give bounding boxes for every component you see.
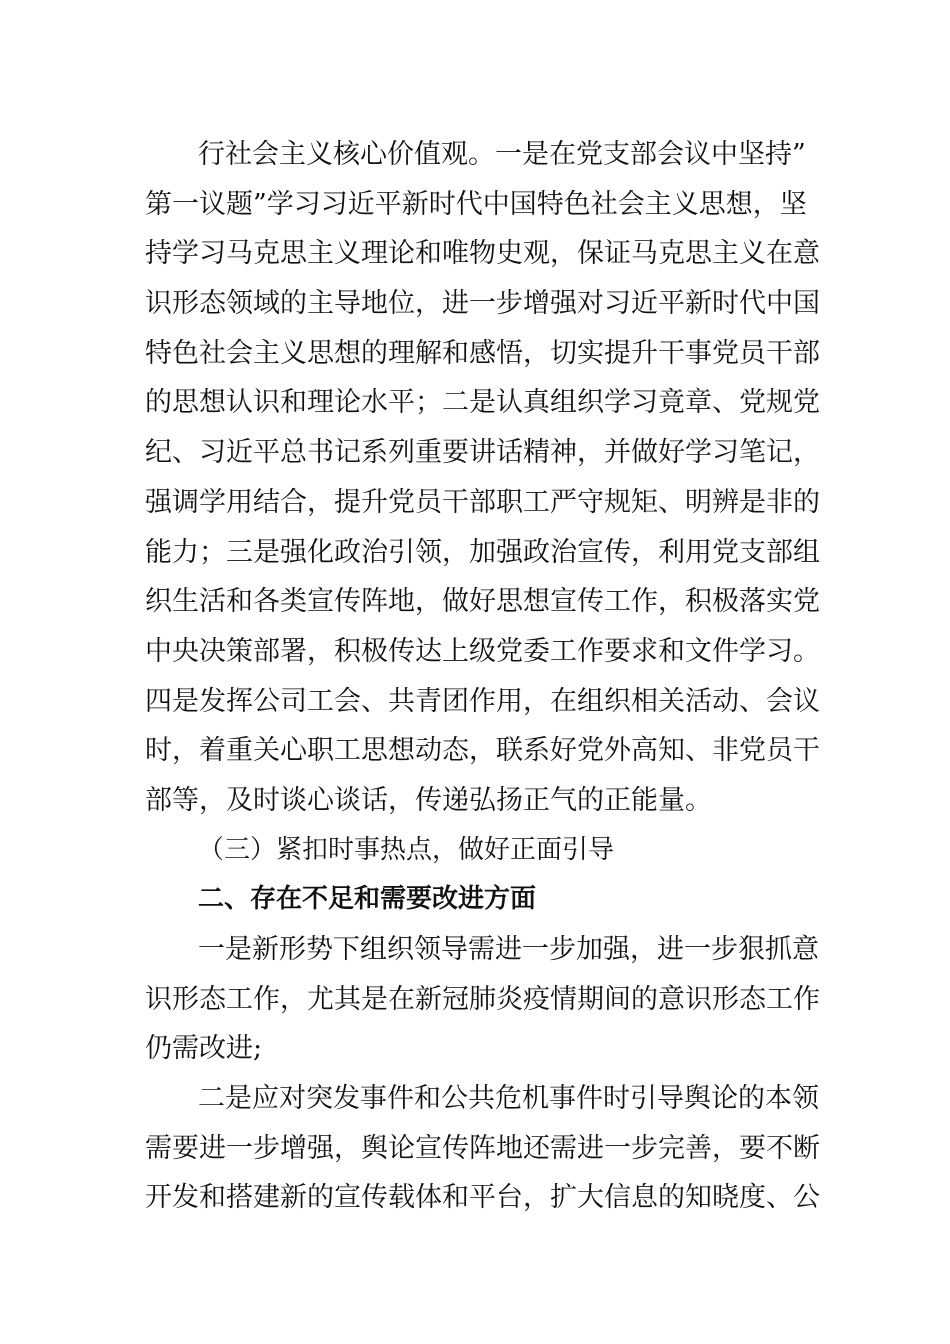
text-line: 持学习马克思主义理论和唯物史观，保证马克思主义在意 <box>145 238 820 270</box>
section-subheading: （三）紧扣时事热点，做好正面引导 <box>198 834 615 865</box>
text-line: 强调学用结合，提升党员干部职工严守规矩、明辨是非的 <box>145 486 820 518</box>
text-line: 部等，及时谈心谈话，传递弘扬正气的正能量。 <box>145 784 712 816</box>
text-line: 仍需改进; <box>145 1033 263 1065</box>
text-line: 能力；三是强化政治引领，加强政治宣传，利用党支部组 <box>145 536 820 568</box>
document-body <box>145 130 820 1223</box>
text-line: 行社会主义核心价值观。一是在党支部会议中坚持” <box>198 139 806 170</box>
text-line: 开发和搭建新的宣传载体和平台，扩大信息的知晓度、公 <box>145 1182 820 1214</box>
text-line: 特色社会主义思想的理解和感悟，切实提升干事党员干部 <box>145 337 820 369</box>
text-line: 识形态领域的主导地位，进一步增强对习近平新时代中国 <box>145 288 820 320</box>
text-line: 中央决策部署，积极传达上级党委工作要求和文件学习。 <box>145 635 820 667</box>
text-line: 的思想认识和理论水平；二是认真组织学习竟章、党规党 <box>145 387 820 419</box>
section-heading: 二、存在不足和需要改进方面 <box>198 884 537 915</box>
text-line: 一是新形势下组织领导需进一步加强，进一步狠抓意 <box>198 934 819 965</box>
text-line: 时，着重关心职工思想动态，联系好党外高知、非党员干 <box>145 735 820 767</box>
text-line: 纪、习近平总书记系列重要讲话精神，并做好学习笔记， <box>145 437 820 469</box>
text-line: 织生活和各类宣传阵地，做好思想宣传工作，积极落实党 <box>145 586 820 618</box>
text-line: 二是应对突发事件和公共危机事件时引导舆论的本领 <box>198 1083 819 1115</box>
text-line: 第一议题”学习习近平新时代中国特色社会主义思想，坚 <box>145 188 807 220</box>
text-line: 需要进一步增强，舆论宣传阵地还需进一步完善，要不断 <box>145 1132 820 1164</box>
text-line: 四是发挥公司工会、共青团作用，在组织相关活动、会议 <box>145 685 820 717</box>
text-line: 识形态工作，尤其是在新冠肺炎疫情期间的意识形态工作 <box>145 983 820 1015</box>
